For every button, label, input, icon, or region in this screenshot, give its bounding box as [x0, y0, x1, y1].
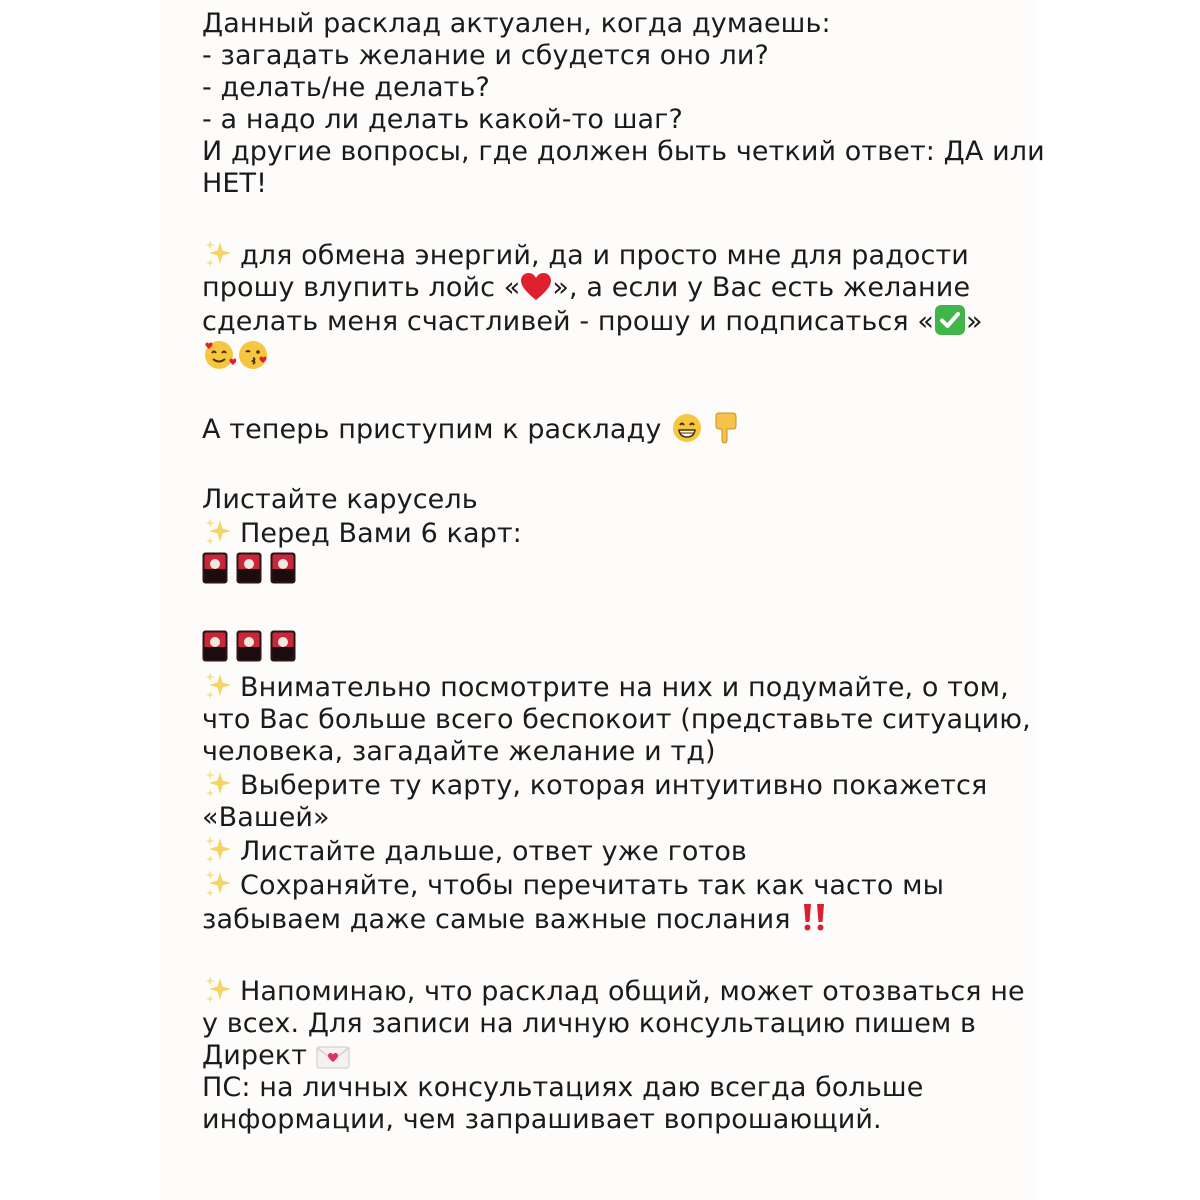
notice-line — [202, 974, 1025, 1008]
post-text — [202, 8, 1045, 1136]
spacer — [202, 200, 1022, 238]
sparkles-icon — [202, 768, 234, 800]
spacer — [202, 446, 1022, 484]
energy-line — [202, 238, 1022, 272]
sparkles-icon — [202, 670, 234, 702]
start-line — [202, 410, 1022, 446]
intro-line: - а надо ли делать какой-то шаг? — [202, 104, 683, 135]
sparkles-icon — [202, 974, 234, 1006]
carousel-title: Листайте карусель — [202, 484, 478, 515]
love-letter-icon — [316, 1044, 350, 1070]
sparkles-icon — [202, 238, 234, 270]
step-line — [202, 834, 1022, 868]
flower-playing-cards-icon — [202, 630, 228, 662]
face-blowing-kiss-icon — [236, 338, 270, 370]
carousel-line — [202, 516, 1022, 550]
flower-playing-cards-icon — [270, 552, 296, 584]
flower-playing-cards-icon — [236, 552, 262, 584]
notice-line — [202, 1040, 1022, 1072]
step-line — [202, 902, 1022, 936]
step-line — [202, 868, 1022, 902]
grinning-face-icon — [670, 412, 704, 444]
intro-line: - загадать желание и сбудется оно ли? — [202, 40, 769, 71]
energy-text: сделать меня счастливей - прошу и подписаться « — [202, 306, 934, 337]
sparkles-icon — [202, 516, 234, 548]
step-text: Листайте дальше, ответ уже готов — [240, 836, 747, 867]
spacer — [202, 936, 1022, 974]
sparkles-icon — [202, 868, 234, 900]
energy-line — [202, 304, 1022, 338]
step-text: Выберите ту карту, которая интуитивно покажется — [240, 770, 988, 801]
energy-text: » — [965, 306, 983, 337]
sparkles-icon — [202, 834, 234, 866]
red-heart-icon — [520, 272, 552, 302]
flower-playing-cards-icon — [202, 552, 228, 584]
step-text: забываем даже самые важные послания — [202, 904, 791, 935]
ps-line: ПС: на личных консультациях даю всегда больше — [202, 1072, 924, 1103]
spacer — [202, 592, 1022, 628]
spacer — [202, 372, 1022, 410]
notice-text: Напоминаю, что расклад общий, может отозваться не — [240, 976, 1025, 1007]
smiling-face-with-hearts-icon — [202, 338, 236, 370]
notice-line: у всех. Для записи на личную консультацию пишем в — [202, 1008, 977, 1039]
start-text: А теперь приступим к раскладу — [202, 414, 662, 445]
double-exclamation-icon — [799, 902, 829, 932]
intro-line: НЕТ! — [202, 168, 268, 199]
energy-text: для обмена энергий, да и просто мне для радости — [240, 240, 969, 271]
intro-line: Данный расклад актуален, когда думаешь: — [202, 8, 831, 39]
cards-row — [202, 628, 1022, 670]
intro-line: - делать/не делать? — [202, 72, 490, 103]
energy-text: », а если у Вас есть желание — [552, 272, 971, 303]
step-text: Внимательно посмотрите на них и подумайте, о том, — [240, 672, 1009, 703]
step-line: что Вас больше всего беспокоит (представьте ситуацию, — [202, 704, 1031, 735]
step-line — [202, 768, 1022, 802]
cards-row — [202, 550, 1022, 592]
backhand-index-pointing-down-icon — [713, 410, 739, 444]
energy-text: прошу влупить лойс « — [202, 272, 521, 303]
notice-text: Директ — [202, 1040, 308, 1071]
flower-playing-cards-icon — [270, 630, 296, 662]
step-line: человека, загадайте желание и тд) — [202, 736, 716, 767]
emoji-line — [202, 338, 1022, 372]
ps-line: информации, чем запрашивает вопрошающий. — [202, 1104, 882, 1135]
step-line — [202, 670, 1022, 704]
check-mark-button-icon — [934, 304, 966, 336]
energy-line — [202, 272, 1022, 304]
intro-line: И другие вопросы, где должен быть четкий ответ: ДА или — [202, 136, 1045, 167]
step-text: Сохраняйте, чтобы перечитать так как часто мы — [240, 870, 945, 901]
flower-playing-cards-icon — [236, 630, 262, 662]
carousel-text: Перед Вами 6 карт: — [240, 518, 522, 549]
step-line: «Вашей» — [202, 802, 330, 833]
